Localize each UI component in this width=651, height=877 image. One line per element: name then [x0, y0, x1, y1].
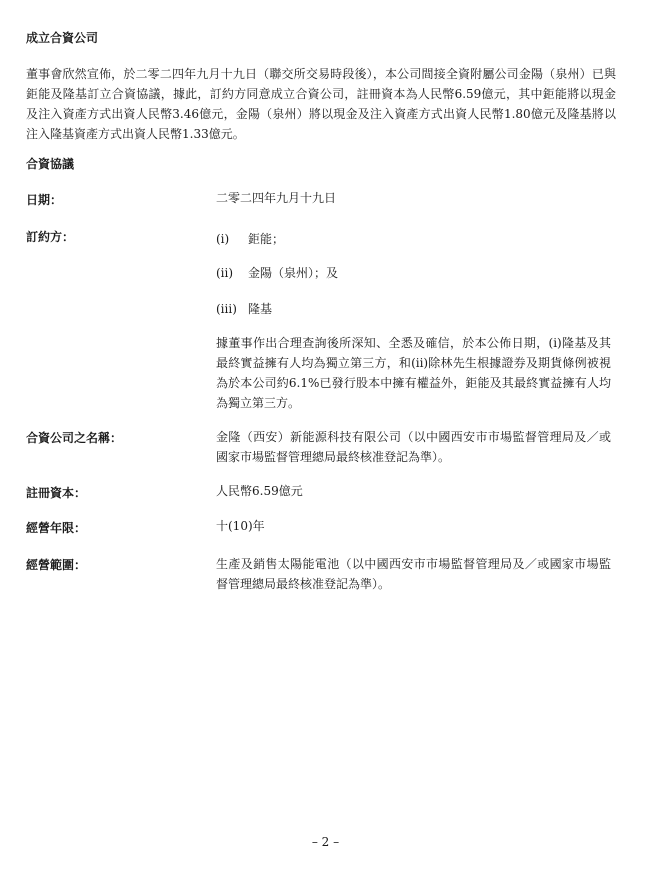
- jv-name-value: 金隆（西安）新能源科技有限公司（以中國西安市市場監督管理局及／或國家市場監督管理總局最終核准登記為準）。: [216, 430, 611, 464]
- agreement-heading: 合資協議: [26, 157, 75, 171]
- party-item: [216, 301, 272, 317]
- jv-name-label: 合資公司之名稱：: [26, 431, 123, 445]
- party-number: (i): [216, 232, 230, 246]
- party-name: 鉅能；: [248, 232, 285, 246]
- date-label: 日期：: [26, 193, 63, 207]
- scope-value: 生產及銷售太陽能電池（以中國西安市市場監督管理局及／或國家市場監督管理總局最終核准登記為準）。: [216, 557, 611, 591]
- party-name: 金陽（泉州）；及: [248, 266, 339, 280]
- parties-note: 據董事作出合理查詢後所深知、全悉及確信，於本公佈日期，(i)隆基及其最終實益擁有人均為獨立第三方，和(ii)除林先生根據證券及期貨條例被視為於本公司約6.1%已發行股本中擁有權益外，鉅能及其最終實益擁有人均為獨立第三方。: [216, 336, 611, 410]
- party-item: [216, 231, 284, 247]
- party-number: (iii): [216, 302, 237, 316]
- scope-label: 經營範圍：: [26, 558, 87, 572]
- date-value: 二零二四年九月十九日: [216, 191, 337, 205]
- intro-paragraph: 董事會欣然宣佈，於二零二四年九月十九日（聯交所交易時段後），本公司間接全資附屬公司金陽（泉州）已與鉅能及隆基訂立合資協議，據此，訂約方同意成立合資公司，註冊資本為人民幣6.59億元，其中鉅能將以現金及注入資產方式出資人民幣3.46億元，金陽（泉州）將以現金及注入資產方式出資人民幣1.80億元及隆基將以注入隆基資產方式出資人民幣1.33億元。: [26, 67, 616, 141]
- section-title: 成立合資公司: [26, 31, 99, 45]
- term-value: 十(10)年: [216, 519, 265, 533]
- party-item: [216, 265, 338, 281]
- page-number: – 2 –: [311, 835, 340, 849]
- parties-label: 訂約方：: [26, 230, 75, 244]
- term-label: 經營年限：: [26, 521, 87, 535]
- party-name: 隆基: [248, 302, 273, 316]
- capital-label: 註冊資本：: [26, 486, 87, 500]
- party-number: (ii): [216, 266, 234, 280]
- capital-value: 人民幣6.59億元: [216, 484, 303, 498]
